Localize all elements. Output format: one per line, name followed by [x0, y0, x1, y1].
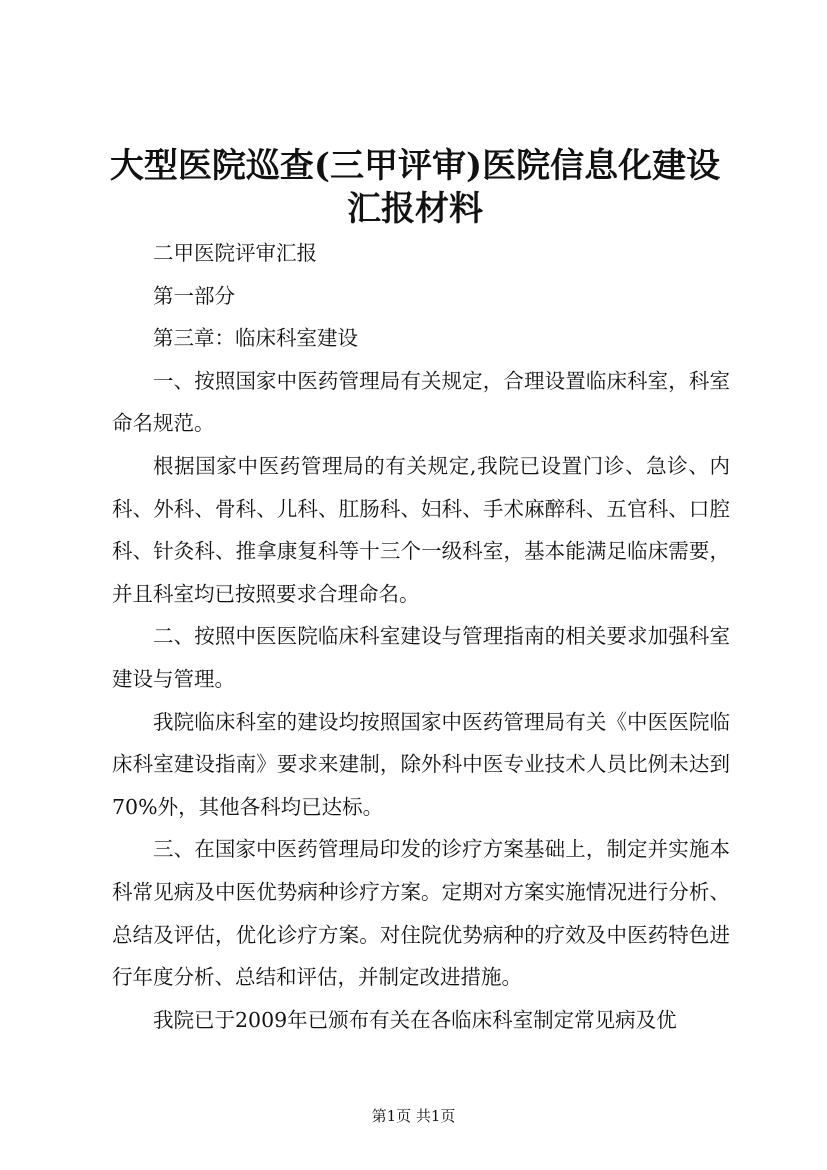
- paragraph: 二甲医院评审汇报: [153, 241, 317, 265]
- paragraph: 三、在国家中医药管理局印发的诊疗方案基础上，制定并实施本科常见病及中医优势病种诊疗方案。定期对方案实施情况进行分析、总结及评估，优化诊疗方案。对住院优势病种的疗效及中医药特色进行年度分析、总结和评估，并制定改进措施。: [112, 837, 730, 990]
- document-body: [112, 232, 730, 1041]
- paragraph: 第一部分: [153, 283, 235, 308]
- paragraph: 一、按照国家中医药管理局有关规定，合理设置临床科室，科室命名规范。: [112, 368, 730, 436]
- page-footer: 第1页 共1页: [371, 1107, 456, 1125]
- paragraph: 二、按照中医医院临床科室建设与管理指南的相关要求加强科室建设与管理。: [112, 624, 730, 691]
- paragraph: 第三章：临床科室建设: [153, 326, 358, 351]
- paragraph: 根据国家中医药管理局的有关规定,我院已设置门诊、急诊、内科、外科、骨科、儿科、肛肠科、妇科、手术麻醉科、五官科、口腔科、针灸科、推拿康复科等十三个一级科室，基本能满足临床需要，并且科室均已按照要求合理命名。: [112, 453, 730, 606]
- paragraph: 我院临床科室的建设均按照国家中医药管理局有关《中医医院临床科室建设指南》要求来建制，除外科中医专业技术人员比例未达到70%外，其他各科均已达标。: [112, 709, 730, 819]
- document-title: 大型医院巡查(三甲评审)医院信息化建设汇报材料: [109, 146, 721, 229]
- paragraph: 我院已于2009年已颁布有关在各临床科室制定常见病及优: [153, 1007, 677, 1032]
